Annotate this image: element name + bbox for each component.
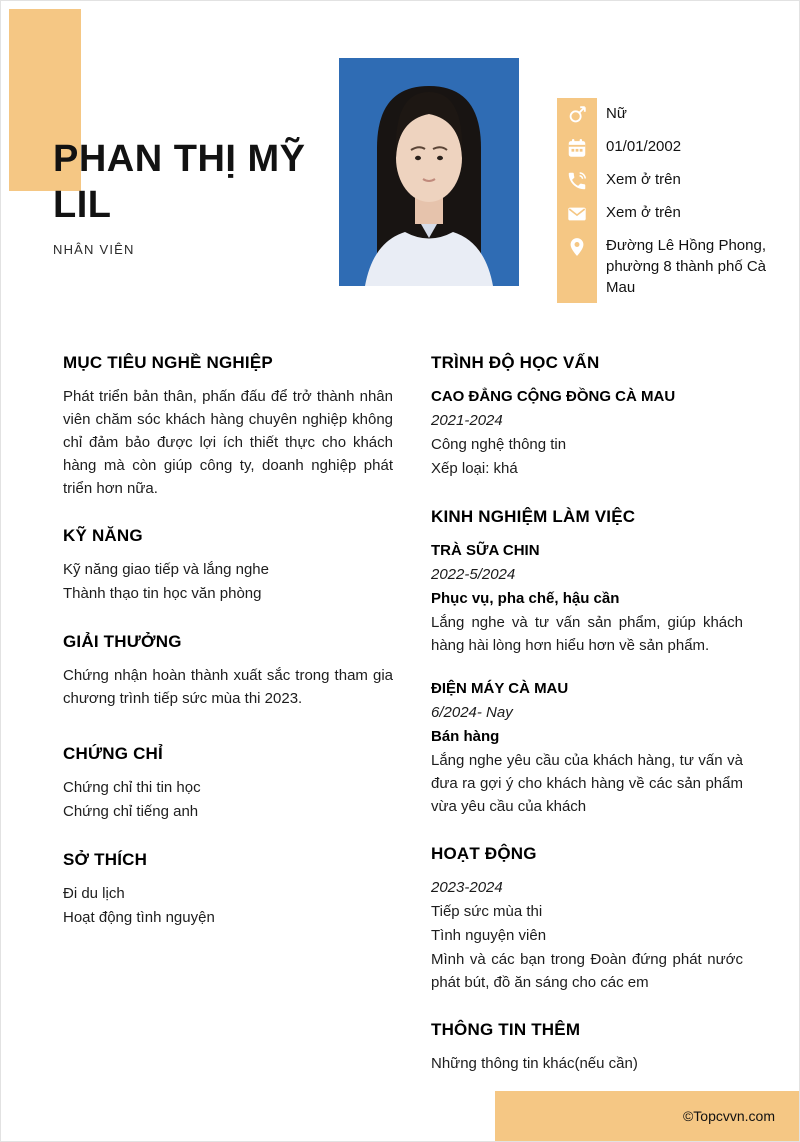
contact-birthdate-value: 01/01/2002 bbox=[606, 138, 682, 155]
section-experience bbox=[431, 507, 743, 818]
activities-description: Mình và các bạn trong Đoàn đứng phát nước phát bút, đồ ăn sáng cho các em bbox=[431, 951, 743, 991]
footer-credit: ©Topcvvn.com bbox=[682, 1108, 775, 1124]
contact-gender-value: Nữ bbox=[606, 105, 627, 122]
activities-period: 2023-2024 bbox=[431, 879, 503, 896]
contact-row-phone bbox=[557, 164, 777, 197]
footer-bar bbox=[495, 1091, 799, 1141]
certificate-item: Chứng chỉ tiếng anh bbox=[63, 803, 199, 820]
contact-row-address bbox=[557, 230, 777, 303]
education-grade: Xếp loại: khá bbox=[431, 460, 518, 477]
objective-heading: MỤC TIÊU NGHỀ NGHIỆP bbox=[63, 353, 273, 372]
contact-row-birthdate bbox=[557, 131, 777, 164]
job-description: Lắng nghe yêu cầu của khách hàng, tư vấn và đưa ra gợi ý cho khách hàng về các sản phẩm vừa yêu cầu của khách bbox=[431, 752, 743, 815]
left-column bbox=[63, 353, 393, 956]
contact-block bbox=[557, 98, 777, 303]
section-certificates bbox=[63, 744, 393, 824]
section-skills bbox=[63, 526, 393, 606]
education-heading: TRÌNH ĐỘ HỌC VẤN bbox=[431, 353, 600, 372]
phone-icon bbox=[566, 170, 588, 197]
section-hobbies bbox=[63, 850, 393, 930]
section-activities bbox=[431, 844, 743, 994]
hobby-item: Hoạt động tình nguyện bbox=[63, 909, 215, 926]
education-major: Công nghệ thông tin bbox=[431, 436, 567, 453]
activity-item: Tiếp sức mùa thi bbox=[431, 903, 543, 920]
contact-row-email bbox=[557, 197, 777, 230]
education-school: CAO ĐẲNG CỘNG ĐỒNG CÀ MAU bbox=[431, 388, 676, 405]
awards-text: Chứng nhận hoàn thành xuất sắc trong tham gia chương trình tiếp sức mùa thi 2023. bbox=[63, 667, 393, 707]
skills-heading: KỸ NĂNG bbox=[63, 526, 143, 545]
more-info-text: Những thông tin khác(nếu cần) bbox=[431, 1055, 638, 1072]
calendar-icon bbox=[566, 137, 588, 164]
section-awards bbox=[63, 632, 393, 710]
contact-email-value: Xem ở trên bbox=[606, 204, 681, 221]
skill-item: Thành thạo tin học văn phòng bbox=[63, 585, 262, 602]
job-role: Phục vụ, pha chế, hậu cần bbox=[431, 590, 620, 607]
profile-photo bbox=[339, 58, 519, 286]
section-education bbox=[431, 353, 743, 481]
more-info-heading: THÔNG TIN THÊM bbox=[431, 1020, 581, 1039]
awards-heading: GIẢI THƯỞNG bbox=[63, 632, 182, 651]
job-company: TRÀ SỮA CHIN bbox=[431, 542, 540, 559]
candidate-name: PHAN THỊ MỸ LIL bbox=[53, 138, 306, 226]
job-title: NHÂN VIÊN bbox=[53, 242, 135, 258]
hobbies-heading: SỞ THÍCH bbox=[63, 850, 148, 869]
contact-address-value: Đường Lê Hồng Phong, phường 8 thành phố Cà Mau bbox=[606, 237, 766, 296]
section-objective bbox=[63, 353, 393, 500]
job-period: 2022-5/2024 bbox=[431, 566, 516, 583]
skill-item: Kỹ năng giao tiếp và lắng nghe bbox=[63, 561, 269, 578]
section-more-info bbox=[431, 1020, 743, 1076]
activities-heading: HOẠT ĐỘNG bbox=[431, 844, 537, 863]
job-role: Bán hàng bbox=[431, 728, 500, 745]
education-period: 2021-2024 bbox=[431, 412, 503, 429]
contact-phone-value: Xem ở trên bbox=[606, 171, 681, 188]
email-icon bbox=[566, 203, 588, 230]
activity-item: Tình nguyện viên bbox=[431, 927, 547, 944]
job-company: ĐIỆN MÁY CÀ MAU bbox=[431, 680, 569, 697]
certificates-heading: CHỨNG CHỈ bbox=[63, 744, 163, 763]
job-entry bbox=[431, 539, 743, 657]
job-entry bbox=[431, 677, 743, 818]
contact-row-gender bbox=[557, 98, 777, 131]
job-description: Lắng nghe và tư vấn sản phẩm, giúp khách hàng hài lòng hơn hiểu hơn về sản phẩm. bbox=[431, 614, 743, 654]
portrait-illustration bbox=[339, 58, 519, 286]
job-period: 6/2024- Nay bbox=[431, 704, 513, 721]
objective-text: Phát triển bản thân, phấn đấu để trở thành nhân viên chăm sóc khách hàng chuyên nghiệp không chỉ đảm bảo được lợi ích thiết thực cho khách hàng mà còn giúp công ty, doanh nghiệp phát triển hơn nữa. bbox=[63, 388, 393, 497]
gender-icon bbox=[566, 104, 588, 131]
hobby-item: Đi du lịch bbox=[63, 885, 125, 902]
right-column bbox=[431, 353, 743, 1102]
experience-heading: KINH NGHIỆM LÀM VIỆC bbox=[431, 507, 636, 526]
location-icon bbox=[566, 236, 588, 263]
header bbox=[53, 137, 353, 257]
certificate-item: Chứng chỉ thi tin học bbox=[63, 779, 201, 796]
